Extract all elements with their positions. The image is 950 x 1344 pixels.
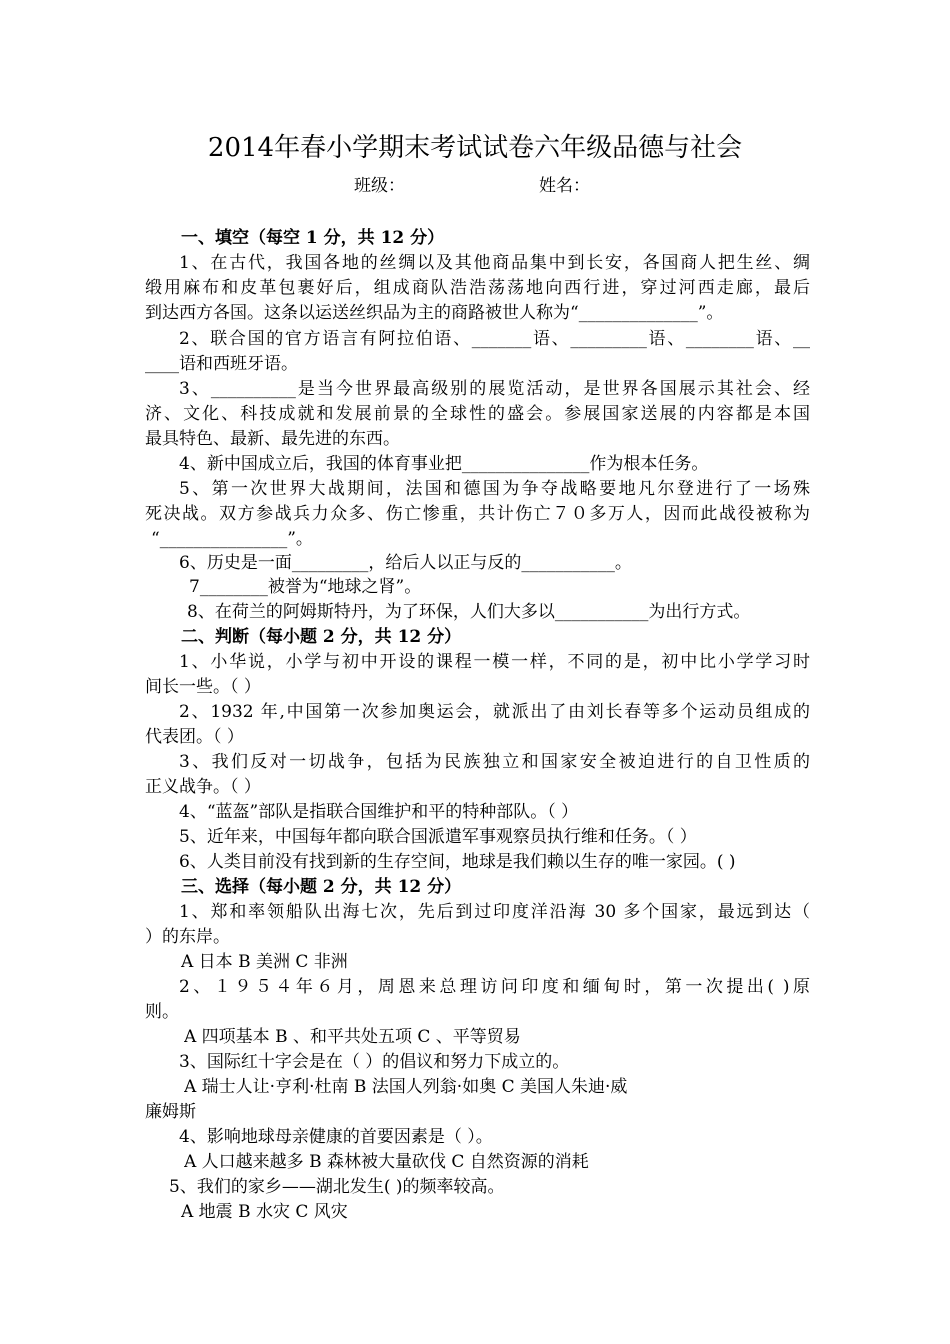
question-line: 4、新中国成立后，我国的体育事业把_______________作为根本任务。 [179, 454, 709, 474]
choice-options: A 四项基本 B 、和平共处五项 C 、平等贸易 [184, 1027, 521, 1047]
question-line: 7________被誉为“地球之肾”。 [189, 577, 422, 597]
question-line: 则。 [145, 1002, 179, 1022]
page-title: 2014年春小学期末考试试卷六年级品德与社会 [207, 133, 743, 163]
question-line: 1、小华说，小学与初中开设的课程一模一样，不同的是，初中比小学学习时 [179, 652, 810, 672]
question-line: 4、影响地球母亲健康的首要因素是（ ）。 [179, 1127, 493, 1147]
question-line: 5、第一次世界大战期间，法国和德国为争夺战略要地凡尔登进行了一场殊 [179, 479, 810, 499]
question-line: 间长一些。（ ） [145, 677, 261, 697]
choice-options: A 日本 B 美洲 C 非洲 [181, 952, 348, 972]
question-line: 2、１９５４年６月，周恩来总理访问印度和缅甸时，第一次提出( )原 [179, 977, 810, 997]
choice-options: A 地震 B 水灾 C 风灾 [181, 1202, 348, 1222]
question-line: 缎用麻布和皮革包裹好后，组成商队浩浩荡荡地向西行进，穿过河西走廊，最后 [145, 278, 810, 298]
choice-options: A 人口越来越多 B 森林被大量砍伐 C 自然资源的消耗 [184, 1152, 589, 1172]
question-line: ）的东岸。 [145, 927, 230, 947]
choice-options: A 瑞士人让·亨利·杜南 B 法国人列翁·如奥 C 美国人朱迪·威 [184, 1077, 628, 1097]
question-line: 3、__________是当今世界最高级别的展览活动，是世界各国展示其社会、经 [179, 379, 810, 399]
question-line: 1、郑和率领船队出海七次，先后到过印度洋沿海 30 多个国家，最远到达（ [179, 902, 810, 922]
question-line: 到达西方各国。这条以运送丝织品为主的商路被世人称为“______________”。 [145, 303, 724, 323]
question-line: 代表团。（ ） [145, 727, 244, 747]
question-line: 2、1932 年,中国第一次参加奥运会，就派出了由刘长春等多个运动员组成的 [179, 702, 810, 722]
question-line: 正义战争。（ ） [145, 777, 261, 797]
section-heading-fill-in: 一、填空（每空 1 分，共 12 分） [181, 228, 445, 248]
question-line: 4、“蓝盔”部队是指联合国维护和平的特种部队。（ ） [179, 802, 579, 822]
question-line: 死决战。双方参战兵力众多、伤亡惨重，共计伤亡７０多万人，因而此战役被称为 [145, 504, 810, 524]
question-line: 最具特色、最新、最先进的东西。 [145, 429, 400, 449]
question-line: “_______________”。 [151, 529, 313, 549]
question-line: 1、在古代，我国各地的丝绸以及其他商品集中到长安，各国商人把生丝、绸 [179, 253, 810, 273]
question-line: 5、我们的家乡——湖北发生( )的频率较高。 [169, 1177, 505, 1197]
section-heading-true-false: 二、判断（每小题 2 分，共 12 分） [181, 627, 462, 647]
question-line: 济、文化、科技成就和发展前景的全球性的盛会。参展国家送展的内容都是本国 [145, 404, 810, 424]
question-line: 6、历史是一面_________，给后人以正与反的___________。 [179, 553, 632, 573]
class-label: 班级： [354, 176, 405, 196]
question-line: 3、国际红十字会是在（ ）的倡议和努力下成立的。 [179, 1052, 570, 1072]
question-line: 2、联合国的官方语言有阿拉伯语、_______语、_________语、________语、__ [179, 329, 810, 349]
name-label: 姓名： [539, 176, 590, 196]
question-line: 8、在荷兰的阿姆斯特丹，为了环保，人们大多以___________为出行方式。 [187, 602, 751, 622]
question-line: 3、我们反对一切战争，包括为民族独立和国家安全被迫进行的自卫性质的 [179, 752, 810, 772]
question-line: 6、人类目前没有找到新的生存空间，地球是我们赖以生存的唯一家园。( ) [179, 852, 736, 872]
question-line: ____语和西班牙语。 [145, 354, 298, 374]
section-heading-multiple-choice: 三、选择（每小题 2 分，共 12 分） [181, 877, 462, 897]
question-line: 廉姆斯 [145, 1102, 196, 1122]
question-line: 5、近年来，中国每年都向联合国派遣军事观察员执行维和任务。（ ） [179, 827, 697, 847]
